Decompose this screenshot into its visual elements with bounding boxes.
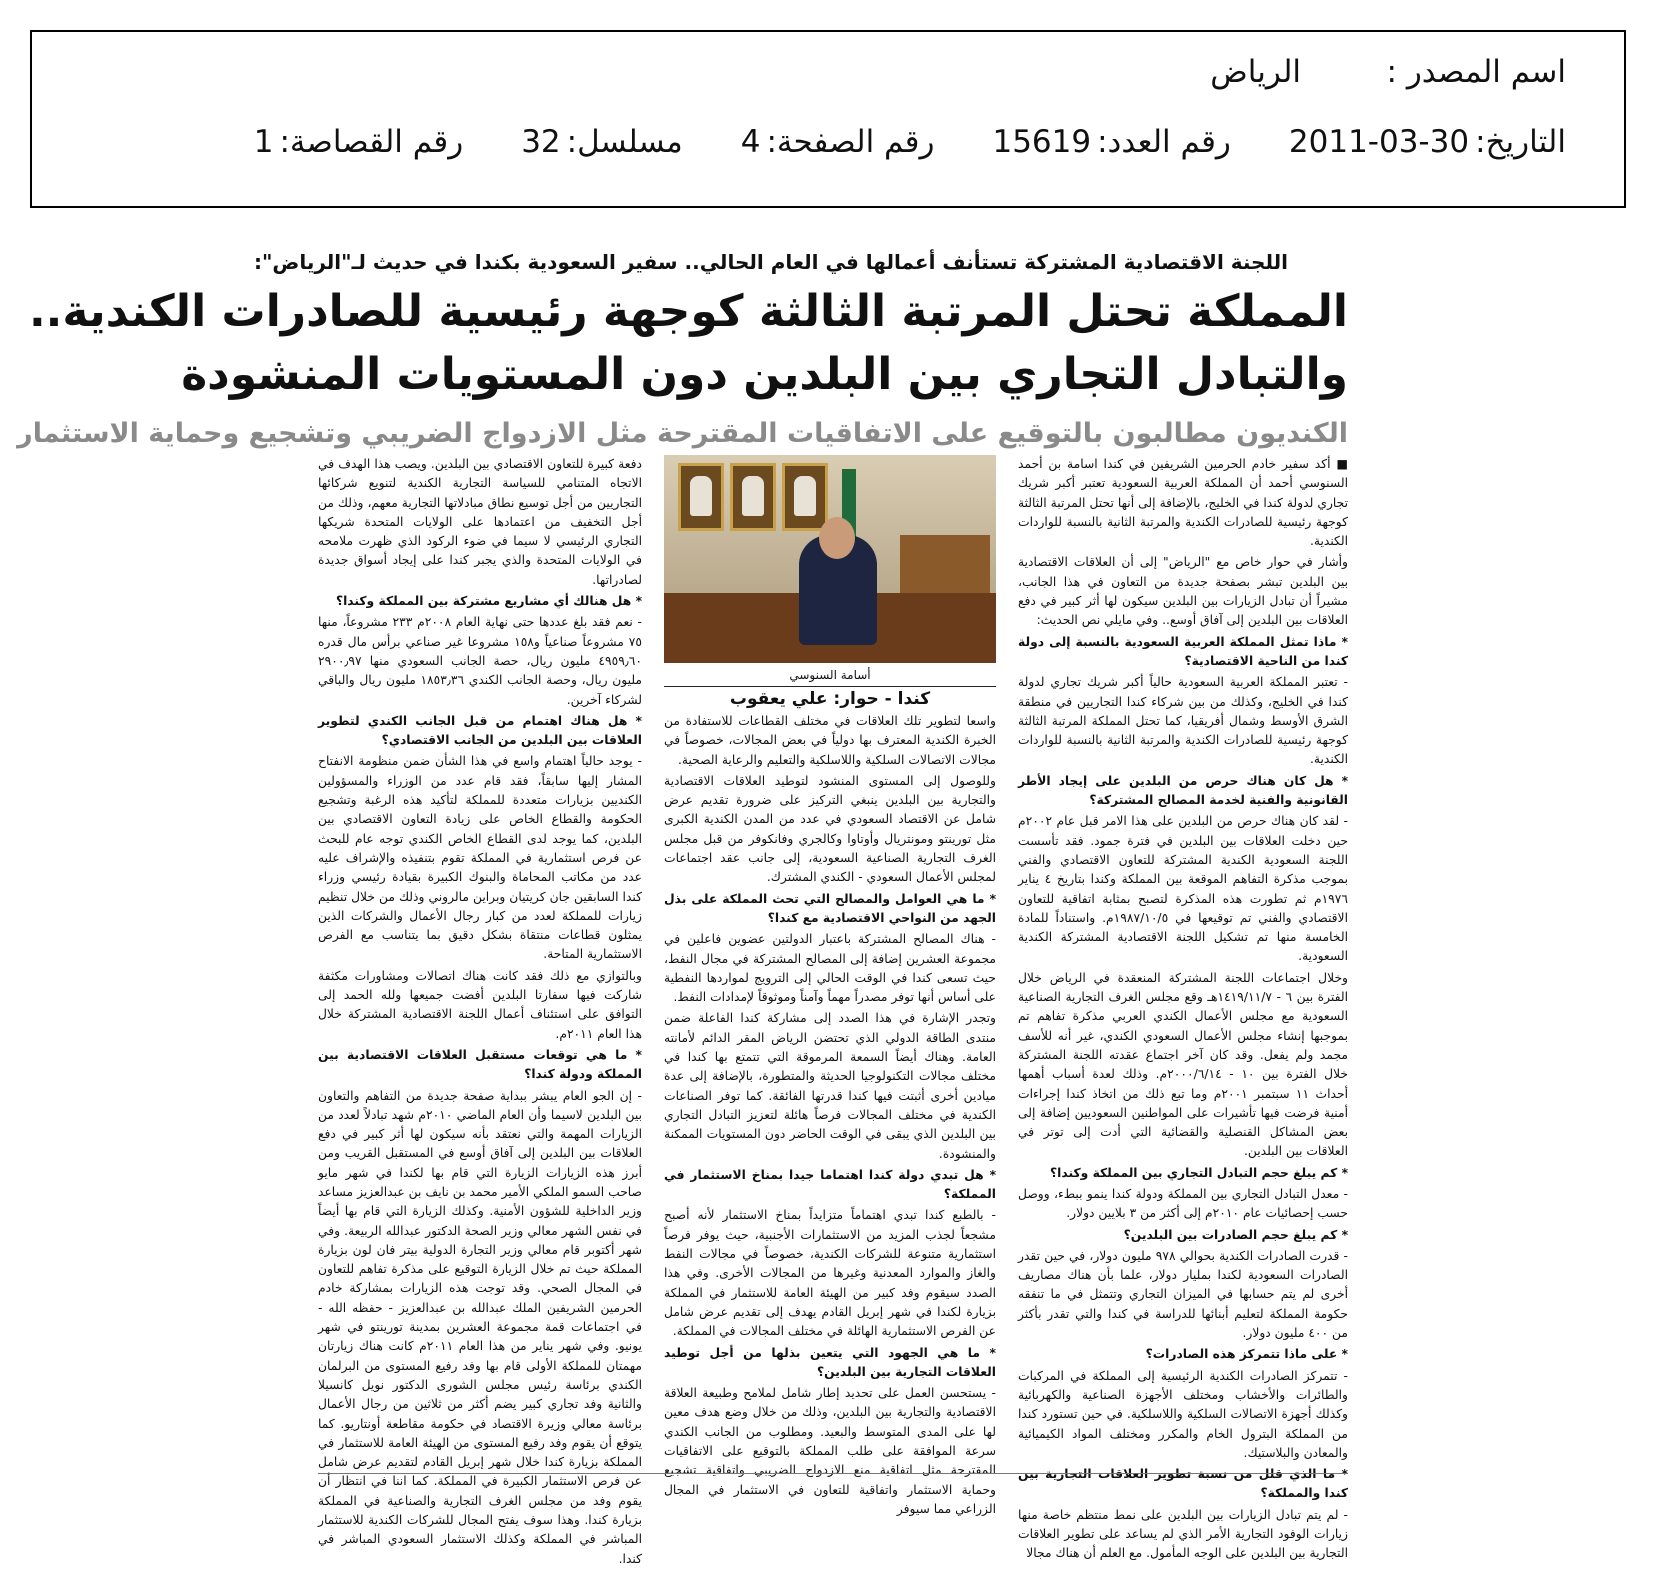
photo-caption: أسامة السنوسي [789, 668, 871, 682]
source-label: اسم المصدر : [1386, 54, 1566, 90]
article-paragraph: دفعة كبيرة للتعاون الاقتصادي بين البلدين. ويصب هذا الهدف في الاتجاه المتنامي للسياسة التجارية الكندية لتنويع شركائها التجاريين من أجل توسيع نطاق مبادلاتها التجارية معهم، وذلك من أجل التخفيف من اعتمادها على الولايات المتحدة شريكها التجاري الرئيسي لا سيما في ضوء الركود الذي ظهرت ملامحه في الولايات المتحدة والذي يجبر كندا على إيجاد أسواق جديدة لصادراتها. [318, 457, 642, 587]
article-paragraph: - بالطبع كندا تبدي اهتماماً متزايداً بمناخ الاستثمار لأنه أصبح مشجعاً لجذب المزيد من الاستثمارات الأجنبية، حيث يوفر فرصاً استثمارية متنوعة للشركات الكندية، خصوصاً في مجالات النفط والغاز والموارد المعدنية وغيرها من المجالات الأخرى. وفي هذا الصدد سيقوم وفد كبير من الهيئة العامة للاستثمار في المملكة بزيارة لكندا في شهر إبريل القادم يهدف إلى تقديم عرض شامل عن الفرص الاستثمارية الهائلة في مختلف المجالات في المملكة. [664, 1208, 996, 1339]
interview-question: * كم يبلغ حجم التبادل التجاري بين المملكة وكندا؟ [1050, 1165, 1348, 1180]
details-row [254, 124, 1566, 160]
article-paragraph: - تتمركز الصادرات الكندية الرئيسية إلى المملكة في المركبات والطائرات والأخشاب ومختلف الأجهزة الصناعية والكهربائية وكذلك أجهزة الاتصالات السلكية واللاسلكية. في حين تستورد كندا من المملكة البترول الخام والمكرر ومختلف المواد الكيميائية والمعادن والبلاستيك. [1018, 1368, 1348, 1460]
article-column-left [318, 455, 642, 1566]
article-paragraph: ■ أكد سفير خادم الحرمين الشريفين في كندا اسامة بن أحمد السنوسي أحمد أن المملكة العربية السعودية تعتبر أكبر شريك تجاري لدولة كندا في الخليج، بالإضافة إلى أنها تحتل المرتبة الثالثة كوجهة رئيسية للصادرات الكندية والمرتبة الثانية بالنسبة للواردات الكندية. [1018, 457, 1348, 549]
issue-label: رقم العدد: [1097, 124, 1231, 160]
photo-shelf [900, 535, 990, 595]
interview-question: * كم يبلغ حجم الصادرات بين البلدين؟ [1123, 1227, 1348, 1242]
headline-line-1: المملكة تحتل المرتبة الثالثة كوجهة رئيسية للصادرات الكندية.. [28, 286, 1348, 337]
article-paragraph: - لقد كان هناك حرص من البلدين على هذا الامر قبل عام ٢٠٠٢م حين دخلت العلاقات بين البلدين في فترة جمود. فقد تأسست اللجنة السعودية الكندية المشتركة للتعاون الاقتصادي والفني بموجب مذكرة التفاهم الموقعة بين المملكة وكندا بتاريخ ٤ يناير ١٩٧٦م ثم تطورت هذه المذكرة لتصبح بمثابة اتفاقية للتعاون الاقتصادي والفني تم توقيعها في ١٩٨٧/١٠/٥م. واستناداً للمادة الخامسة منها تم تشكيل اللجنة الاقتصادية المشتركة الكندية السعودية. [1018, 814, 1349, 964]
person-head [819, 517, 855, 559]
article-paragraph: وتجدر الإشارة في هذا الصدد إلى مشاركة كندا الفاعلة ضمن منتدى الطاقة الدولي الذي تحتضن الرياض المقر الدائم لأمانته العامة. وهناك أيضاً السمعة المرموقة التي تتمتع بها كندا في مختلف مجالات التكنولوجيا الحديثة والمتطورة، بالإضافة إلى عدة ميادين أخرى أثبتت فيها كندا قدرتها الفائقة. كما توفر الصناعات الكندية في مختلف المجالات فرصاً هائلة لتعزيز التبادل التجاري بين البلدين الذي يبقى في الوقت الحاضر دون المستويات الممكنة والمنشودة. [664, 1011, 996, 1161]
article-paragraph: - لم يتم تبادل الزيارات بين البلدين على نمط منتظم خاصة منها زيارات الوفود التجارية الأمر الذي لم يساعد على تطوير العلاقات التجارية بين البلدين على الوجه المأمول. مع العلم أن هناك مجالا [1018, 1507, 1348, 1561]
interview-question: * ما هي توقعات مستقبل العلاقات الاقتصادية بين المملكة ودولة كندا؟ [318, 1047, 642, 1082]
clipping-label: رقم القصاصة: [279, 124, 464, 160]
interview-question: * ماذا تمثل المملكة العربية السعودية بالنسبة إلى دولة كندا من الناحية الاقتصادية؟ [1018, 634, 1348, 668]
article-paragraph: وخلال اجتماعات اللجنة المشتركة المنعقدة في الرياض خلال الفترة بين ٦ - ١٤١٩/١١/٧هـ وقع مجلس الغرف التجارية الصناعية السعودية مع مجلس الأعمال الكندي العربي مذكرة تفاهم تم بموجبها إنشاء مجلس الأعمال السعودي الكندي، غير أنه للأسف مجمد ولم يفعل. وقد كان آخر اجتماع عقدته اللجنة المشتركة خلال الفترة بين ١٠ - ٢٠٠٠/٦/١٤م. وذلك لعدة أسباب أهمها أحداث ١١ سبتمبر ٢٠٠١م وما تبع ذلك من اتخاذ كندا إجراءات أمنية فرضت فيها تأشيرات على المواطنين السعوديين إضافة إلى بعض المشاكل القنصلية والقضائية التي أدت إلى توتر في العلاقات بين البلدين. [1018, 970, 1349, 1159]
article-paragraph: - هناك المصالح المشتركة باعتبار الدولتين عضوين فاعلين في مجموعة العشرين إضافة إلى المصالح المشتركة في مجال النفط، حيث تسعى كندا في الوقت الحالي إلى الترويج لمواردها النفطية على أساس أنها توفر مصدراً مهماً وآمناً وموثوقاً لإمدادات النفط. [664, 932, 996, 1005]
interview-question: * ما هي العوامل والمصالح التي تحث المملكة على بذل الجهد من النواحي الاقتصادية مع كندا؟ [664, 891, 996, 925]
article-paragraph: - إن الجو العام يبشر ببداية صفحة جديدة من التفاهم والتعاون بين البلدين لاسيما وأن العام الماضي ٢٠١٠م شهد تبادلاً لعدد من الزيارات المهمة والتي نعتقد بأنه سيكون لها أثر كبير في دفع العلاقات بين البلدين إلى آفاق أوسع في المستقبل القريب ومن أبرز هذه الزيارات الزيارة التي قام بها لكندا في شهر مايو صاحب السمو الملكي الأمير محمد بن نايف بن عبدالعزيز مساعد وزير الداخلية للشؤون الأمنية. وكذلك الزيارة التي قام بها أيضاً في نفس الشهر معالي وزير الصحة الدكتور عبدالله الربيعة. وفي شهر أكتوبر قام معالي وزير التجارة الدولية بيتر فان لون بزيارة المملكة حيث تم خلال الزيارة التوقيع على مذكرة تفاهم للتعاون في المجال الصحي. وقد توجت هذه الزيارات بمشاركة خادم الحرمين الشريفين الملك عبدالله بن عبدالعزيز - حفظه الله - في اجتماعات قمة مجموعة العشرين بمدينة تورينتو في شهر يونيو. وفي شهر يناير من هذا العام ٢٠١١م كانت هناك زيارتان مهمتان للمملكة الأولى قام بها وفد رفيع المستوى من البرلمان الكندي برئاسة رئيس مجلس الشورى الدكتور نويل كانسيلا والثانية وفد تجاري كبير يضم أكثر من ثلاثين من رجال الأعمال برئاسة معالي وزيرة الاقتصاد في حكومة مقاطعة أونتاريو. كما يتوقع أن يقوم وفد رفيع المستوى من الهيئة العامة للاستثمار في المملكة بزيارة كندا خلال شهر إبريل القادم لتقديم عرض شامل عن فرص الاستثمار الكبيرة في المملكة. كما اننا في انتظار أن يقوم وفد من مجلس الغرف التجارية والصناعية في المملكة بزيارة كندا. وهذا سوف يفتح المجال للشركات الكندية للاستثمار المباشر في المملكة وكذلك الاستثمار السعودي المباشر في كندا. [318, 1088, 642, 1566]
article-paragraph: - يستحسن العمل على تحديد إطار شامل لملامح وطبيعة العلاقة الاقتصادية والتجارية بين البلدين، وذلك من خلال وضع هدف معين لها على المدى المتوسط والبعيد. ومطلوب من الجانب الكندي سرعة الموافقة على طلب المملكة بالتوقيع على الاتفاقيات المقترحة مثل اتفاقية منع الازدواج الضريبي واتفاقية تشجيع وحماية الاستثمار واتفاقية للتعاون في الاستثمار في المجال الزراعي مما سيوفر [664, 1386, 996, 1516]
source-value: الرياض [1210, 54, 1301, 90]
interview-question: * هل هنالك أي مشاريع مشتركة بين المملكة وكندا؟ [335, 594, 642, 609]
portrait-frame [782, 463, 828, 531]
article-byline: كندا - حوار: علي يعقوب [664, 686, 996, 709]
date-value: 2011-03-30 [1288, 124, 1470, 160]
article-paragraph: واسعا لتطوير تلك العلاقات في مختلف القطاعات للاستفادة من الخبرة الكندية المعترف بها دولياً في بعض المجالات، خصوصاً في مجالات الاتصالات السلكية واللاسلكية والتعليم والرعاية الصحية. [664, 714, 996, 767]
date-label: التاريخ: [1475, 124, 1566, 160]
interview-question: * هل كان هناك حرص من البلدين على إيجاد الأطر القانونية والفنية لخدمة المصالح المشتركة؟ [1018, 773, 1348, 808]
article-paragraph: وللوصول إلى المستوى المنشود لتوطيد العلاقات الاقتصادية والتجارية بين البلدين ينبغي التركيز على ضرورة تقديم عرض شامل عن الاقتصاد السعودي في عدد من المدن الكندية الكبرى مثل تورينتو ومونتريال وأوتاوا وكالجري وفانكوفر من قبل مجلس الغرف التجارية الصناعية السعودية، إلى جانب عقد اجتماعات لمجلس الأعمال السعودي - الكندي المشترك. [664, 773, 996, 885]
article-column-right [1018, 455, 1349, 1561]
issue-value: 15619 [992, 124, 1092, 160]
article-paragraph: - يوجد حالياً اهتمام واسع في هذا الشأن ضمن منظومة الانفتاح المشار إليها سابقاً، فقد قام عدد من الوزراء والمسؤولين الكنديين بزيارات متعددة للمملكة لتأكيد هذه الرغبة وتشجيع الحكومة والقطاع الخاص على زيادة التعاون الاقتصادي بين البلدين، كما يوجد لدى القطاع الخاص الكندي توجه عام للبحث عن فرص استثمارية في المملكة تقوم بتنفيذه والإشراف عليه عدد من مكاتب المحاماة والبنوك الكبيرة بقيادة رئيسي وزراء كندا السابقين جان كريتيان وبراين مالروني وذلك من خلال تنظيم زيارات للمملكة لعدد من كبار رجال الأعمال والشركات الذين يمثلون قطاعات منتقاة بشكل دقيق بما يتناسب مع الفرص الاستثمارية المتاحة. [318, 754, 642, 962]
article-paragraph: وبالتوازي مع ذلك فقد كانت هناك اتصالات ومشاورات مكثفة شاركت فيها سفارتا البلدين أفضت جميعها ولله الحمد إلى التوافق على استئناف أعمال اللجنة الاقتصادية المشتركة خلال هذا العام ٢٠١١م. [318, 968, 642, 1041]
article-paragraph: - تعتبر المملكة العربية السعودية حالياً أكبر شريك تجاري لدولة كندا في الخليج، وكذلك من بين شركاء كندا التجاريين في منطقة الشرق الأوسط وشمال أفريقيا، كما تحتل المملكة المرتبة الثالثة كوجهة رئيسية للصادرات الكندية والمرتبة الثانية بالنسبة للواردات الكندية. [1018, 675, 1348, 767]
interview-question: * هل تبدي دولة كندا اهتماما جيدا بمناخ الاستثمار في المملكة؟ [664, 1167, 996, 1202]
page-label: رقم الصفحة: [766, 124, 935, 160]
interview-question: * ما هي الجهود التي يتعين بذلها من أجل توطيد العلاقات التجارية بين البلدين؟ [664, 1345, 996, 1379]
ambassador-photo [664, 455, 996, 663]
serial-value: 32 [521, 124, 561, 160]
portrait-frame [730, 463, 776, 531]
interview-question: * على ماذا تتمركز هذه الصادرات؟ [1145, 1347, 1348, 1362]
headline-line-2: والتبادل التجاري بين البلدين دون المستويات المنشودة [181, 349, 1348, 400]
source-row [1210, 54, 1566, 90]
serial-label: مسلسل: [566, 124, 683, 160]
clipping-metadata-box [30, 30, 1626, 208]
article-column-middle [664, 712, 996, 1516]
article-paragraph: وأشار في حوار خاص مع "الرياض" إلى أن العلاقات الاقتصادية بين البلدين تبشر بصفحة جديدة من التعاون في هذا الجانب، مشيراً أن تبادل الزيارات بين البلدين سيكون لها أثر كبير في دفع العلاقات بين البلدين إلى آفاق أوسع.. وفي مايلي نص الحديث: [1018, 555, 1348, 628]
clipping-value: 1 [253, 124, 274, 160]
article-paragraph: - قدرت الصادرات الكندية بحوالي ٩٧٨ مليون دولار، في حين تقدر الصادرات السعودية لكندا بمليار دولار، علما بأن هناك مصاريف أخرى لم يتم حسابها في الميزان التجاري وتتمثل في ما تنفقه حكومة المملكة لتعليم أبنائها للدراسة في كندا والتي تقدر بأكثر من ٤٠٠ مليون دولار. [1018, 1248, 1348, 1341]
article-subhead: الكنديون مطالبون بالتوقيع على الاتفاقيات المقترحة مثل الازدواج الضريبي وتشجيع وحماية الاستثمار [17, 418, 1348, 449]
article-paragraph: - نعم فقد بلغ عددها حتى نهاية العام ٢٠٠٨م ٢٣٣ مشروعاً، منها ٧٥ مشروعاً صناعياً و١٥٨ مشروعا غير صناعي برأس مال قدره ٤٩٥٩٫٦٠ مليون ريال، حصة الجانب السعودي منها ٢٩٠٠٫٩٧ مليون ريال، وحصة الجانب الكندي ١٨٥٣٫٣٦ مليون ريال والباقي لشركاء آخرين. [318, 615, 642, 707]
page-value: 4 [740, 124, 761, 160]
article-kicker: اللجنة الاقتصادية المشتركة تستأنف أعمالها في العام الحالي.. سفير السعودية بكندا في حديث لـ"الرياض": [254, 250, 1288, 274]
article-bottom-rule [318, 1473, 1348, 1474]
article-paragraph: - معدل التبادل التجاري بين المملكة ودولة كندا ينمو ببطء، ووصل حسب إحصائيات عام ٢٠١٠م إلى أكثر من ٣ بلايين دولار. [1018, 1186, 1348, 1221]
interview-question: * هل هناك اهتمام من قبل الجانب الكندي لتطوير العلاقات بين البلدين من الجانب الاقتصادي؟ [318, 713, 642, 748]
portrait-frame [678, 463, 724, 531]
interview-question: * ما الذي قلل من نسبة تطوير العلاقات التجارية بين كندا والمملكة؟ [1018, 1467, 1348, 1501]
